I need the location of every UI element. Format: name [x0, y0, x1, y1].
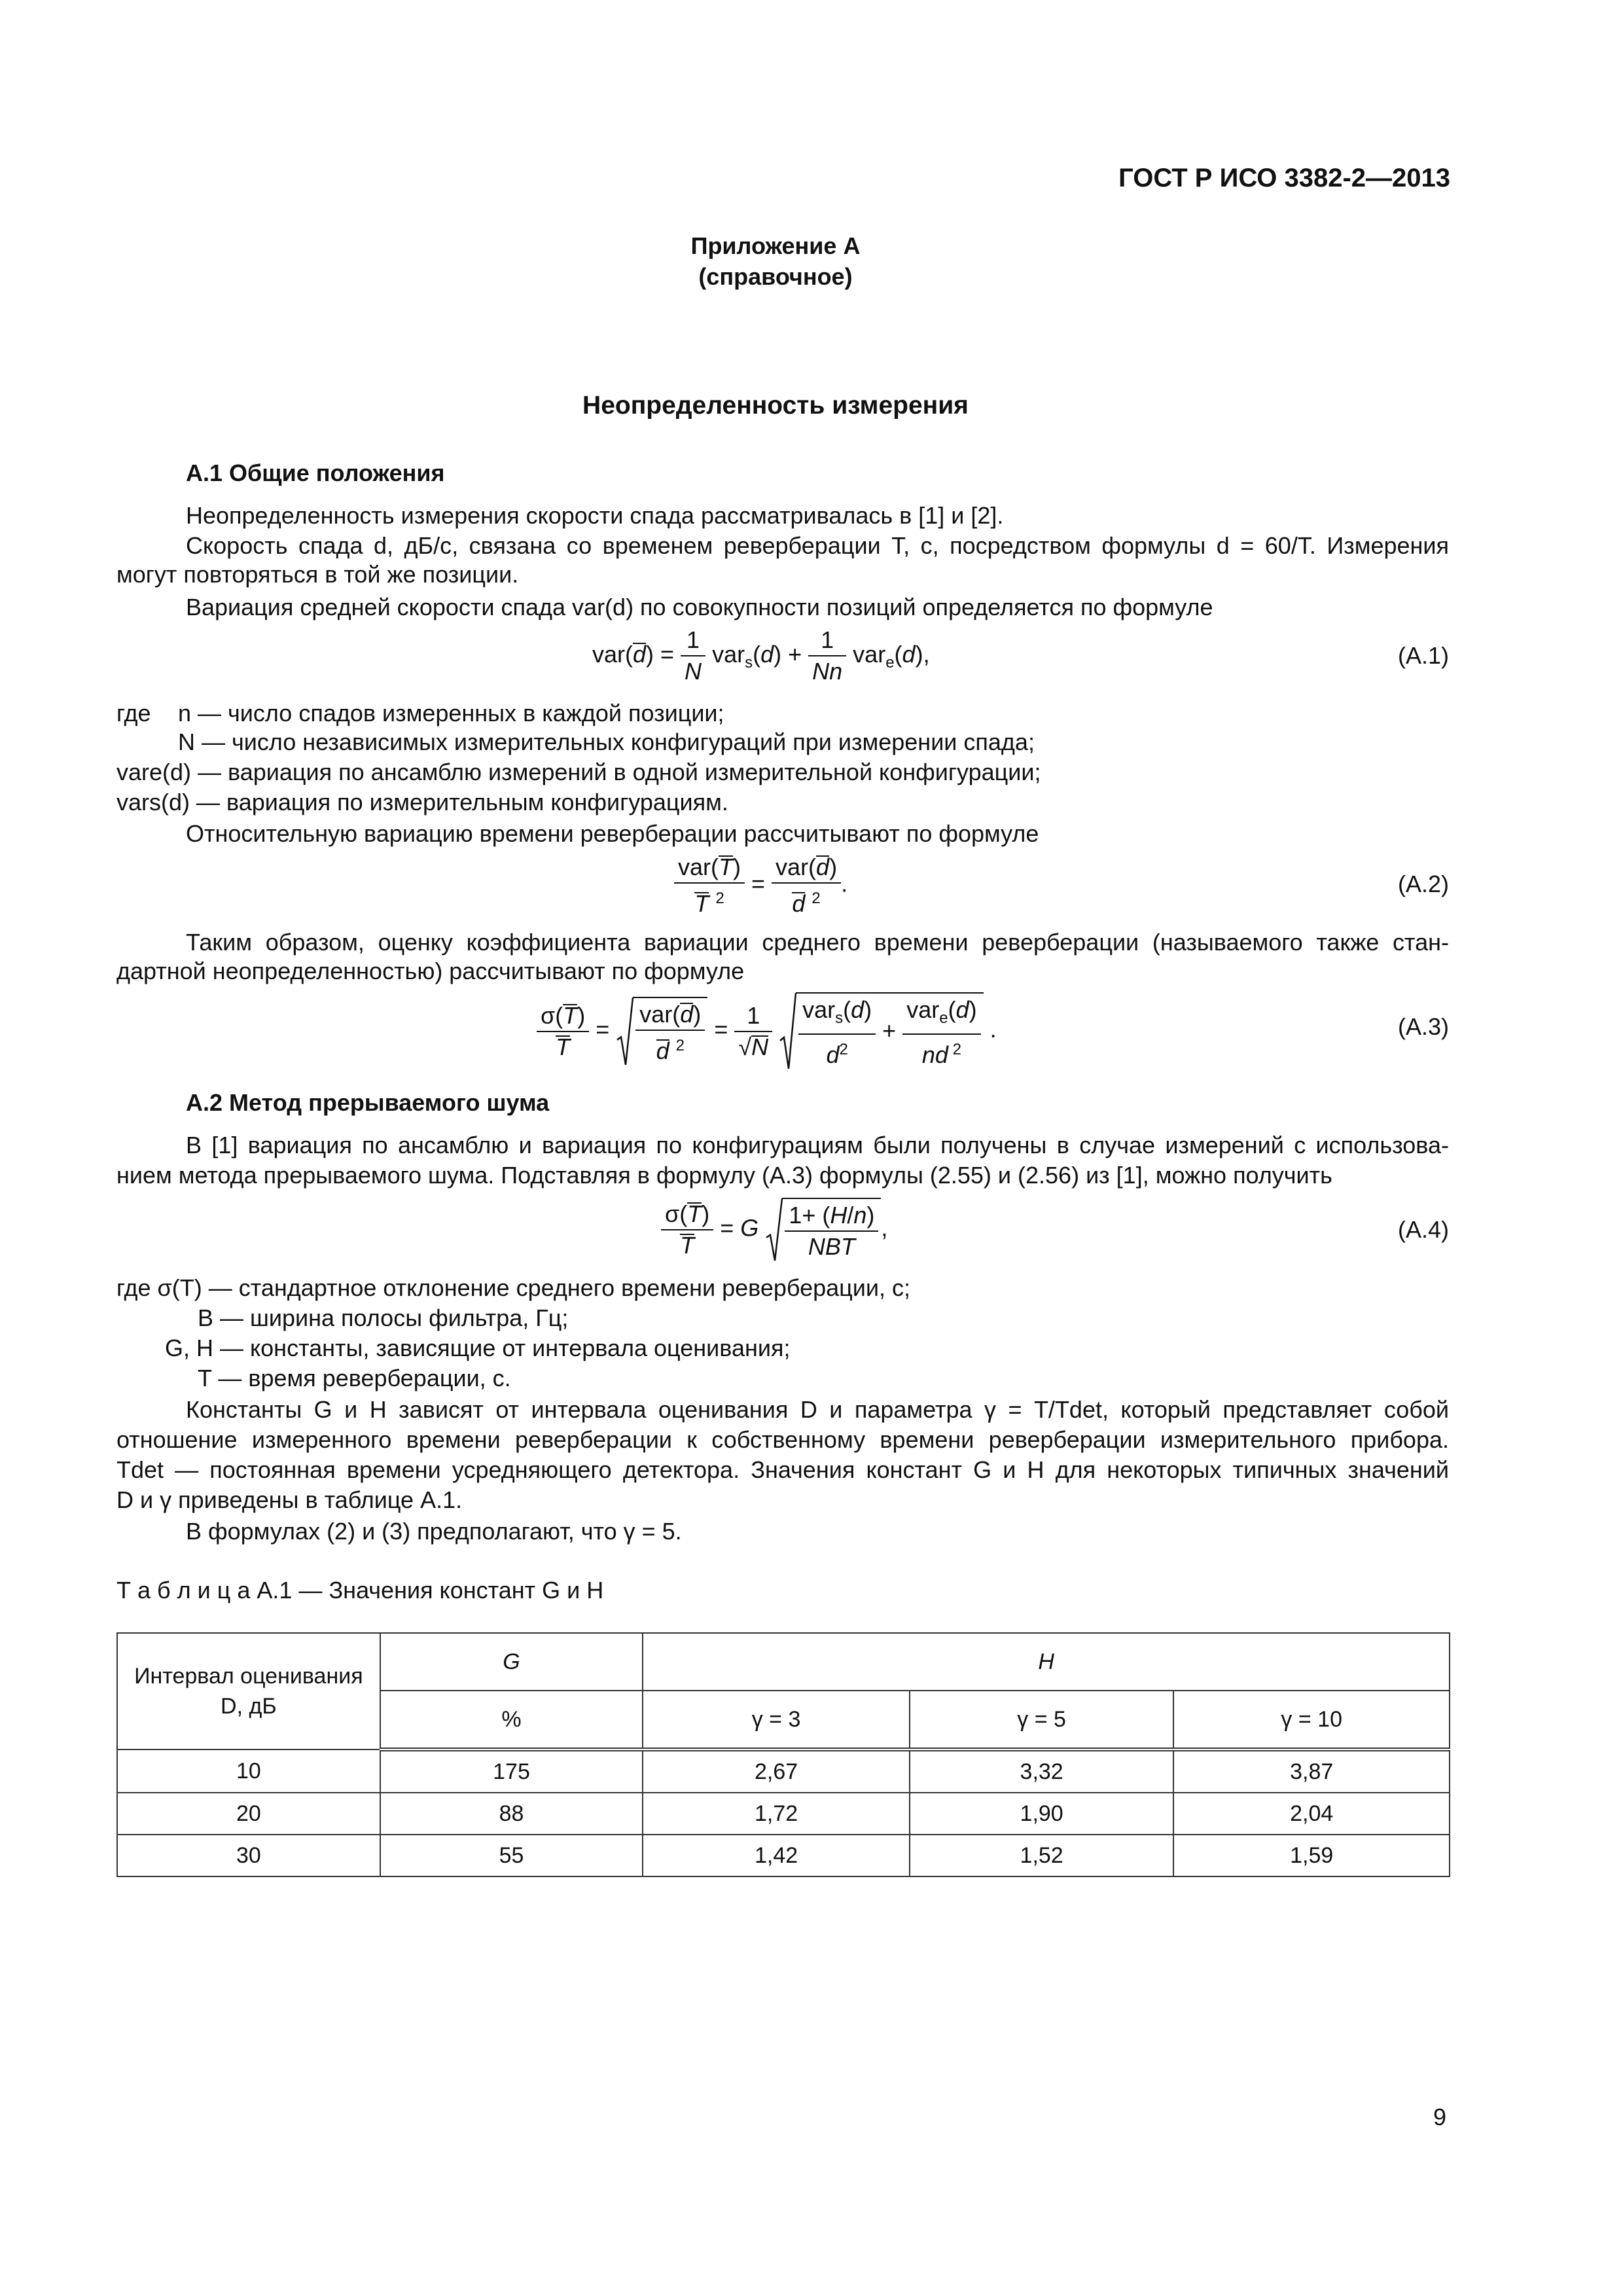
table-header-cell: γ = 10 [1173, 1691, 1450, 1749]
paragraph: Неопределенность измерения скорости спада рассматривалась в [1] и [2]. [186, 502, 1004, 529]
equation-a4: $\frac{\sigma(T)}{T}$ = G $\frac{1+ (H/n)}{\text{NBT}}$ , [661, 1198, 887, 1262]
paragraph: В формулах (2) и (3) предполагают, что γ = 5. [186, 1518, 682, 1545]
table-cell: 1,52 [910, 1835, 1174, 1876]
equation-number: (А.1) [1397, 642, 1449, 669]
section-title: Неопределенность измерения [582, 391, 969, 420]
equation-a3: $\frac{\sigma(T)}{T}$ = $\frac{\text{var(d)}}{d ^2}$ = $\frac{1}{√N}$ $\frac{var_s(d)}{d^2}$ + $\frac{var_e(d)}{nd ^2}$ . [537, 992, 997, 1070]
paragraph: Tdet — постоянная времени усредняющего детектора. Значения констант G и H для некоторых типичных значений [116, 1456, 1449, 1483]
table-row [117, 1835, 1450, 1876]
definition: T — время реверберации, с. [198, 1365, 511, 1391]
paragraph: Относительную вариацию времени реверберации рассчитывают по формуле [186, 820, 1039, 847]
table-cell: 2,04 [1173, 1793, 1450, 1835]
table-row [117, 1793, 1450, 1835]
table-header-cell [117, 1633, 380, 1749]
paragraph: Вариация средней скорости спада var(d) по совокупности позиций определяется по формуле [186, 594, 1213, 620]
paragraph: D и γ приведены в таблице А.1. [116, 1486, 463, 1513]
table-cell: 30 [117, 1835, 380, 1876]
definition: vars(d) — вариация по измерительным конфигурациям. [116, 789, 728, 816]
table-header-text: Интервал оценивания [134, 1664, 363, 1689]
table-cell: 10 [117, 1749, 380, 1793]
paragraph: В [1] вариация по ансамблю и вариация по конфигурациям были получены в случае измерений с использова- [186, 1132, 1449, 1158]
appendix-subtitle: (справочное) [698, 263, 853, 290]
table-header-cell: H [643, 1633, 1450, 1691]
table-cell: 1,42 [643, 1835, 910, 1876]
table-cell: 3,32 [910, 1749, 1174, 1793]
constants-table [116, 1632, 1450, 1877]
document-id: ГОСТ Р ИСО 3382-2—2013 [1118, 164, 1450, 192]
section-a1-heading: А.1 Общие положения [186, 459, 445, 486]
table-header-cell: % [380, 1691, 643, 1749]
table-cell: 20 [117, 1793, 380, 1835]
where-label: где [116, 700, 151, 726]
appendix-title: Приложение А [690, 232, 861, 259]
table-header-cell: γ = 5 [910, 1691, 1174, 1749]
definition: G, H — константы, зависящие от интервала оценивания; [165, 1335, 791, 1361]
table-row [117, 1749, 1450, 1793]
table-cell: 2,67 [643, 1749, 910, 1793]
paragraph: отношение измеренного времени реверберации к собственному времени реверберации измерительного прибора. [116, 1426, 1449, 1453]
paragraph: Скорость спада d, дБ/с, связана со временем реверберации T, с, посредством формулы d = 60/T. Измерения [186, 532, 1449, 559]
equation-number: (А.4) [1397, 1216, 1449, 1243]
equation-a1: var(d) = $\frac{1}{N}$ var$_s$(d) + $\frac{1}{Nn}$ var$_e$(d), [592, 626, 930, 685]
table-caption: Т а б л и ц а А.1 — Значения констант G и H [116, 1577, 604, 1604]
paragraph: Таким образом, оценку коэффициента вариации среднего времени реверберации (называемого также стан- [186, 929, 1449, 956]
paragraph: нием метода прерываемого шума. Подставляя в формулу (А.3) формулы (2.55) и (2.56) из [1], можно получить [116, 1162, 1332, 1189]
table-header-text: D, дБ [221, 1694, 277, 1719]
equation-a2: $\frac{\text{var(T)}}{T ^2}$ = $\frac{\text{var(d)}}{d ^2}$ . [674, 852, 847, 919]
definition: n — число спадов измеренных в каждой позиции; [178, 700, 724, 726]
table-cell: 3,87 [1173, 1749, 1450, 1793]
page-number: 9 [1433, 2104, 1446, 2130]
table-header-cell: G [380, 1633, 643, 1691]
table-cell: 88 [380, 1793, 643, 1835]
table-cell: 1,72 [643, 1793, 910, 1835]
definition: B — ширина полосы фильтра, Гц; [198, 1304, 569, 1331]
paragraph: Константы G и H зависят от интервала оценивания D и параметра γ = T/Tdet, который представляет собой [186, 1396, 1449, 1423]
definition: N — число независимых измерительных конфигураций при измерении спада; [178, 728, 1035, 755]
table-header-cell: γ = 3 [643, 1691, 910, 1749]
equation-number: (А.2) [1397, 870, 1449, 897]
table-cell: 1,90 [910, 1793, 1174, 1835]
table-cell: 55 [380, 1835, 643, 1876]
paragraph: дартной неопределенностью) рассчитывают по формуле [116, 958, 745, 984]
table-cell: 1,59 [1173, 1835, 1450, 1876]
definition: где σ(T) — стандартное отклонение среднего времени реверберации, с; [116, 1274, 910, 1301]
equation-number: (А.3) [1397, 1013, 1449, 1040]
section-a2-heading: А.2 Метод прерываемого шума [186, 1089, 550, 1116]
paragraph: могут повторяться в той же позиции. [116, 561, 519, 588]
definition: vare(d) — вариация по ансамблю измерений в одной измерительной конфигурации; [116, 759, 1041, 785]
table-cell: 175 [380, 1749, 643, 1793]
